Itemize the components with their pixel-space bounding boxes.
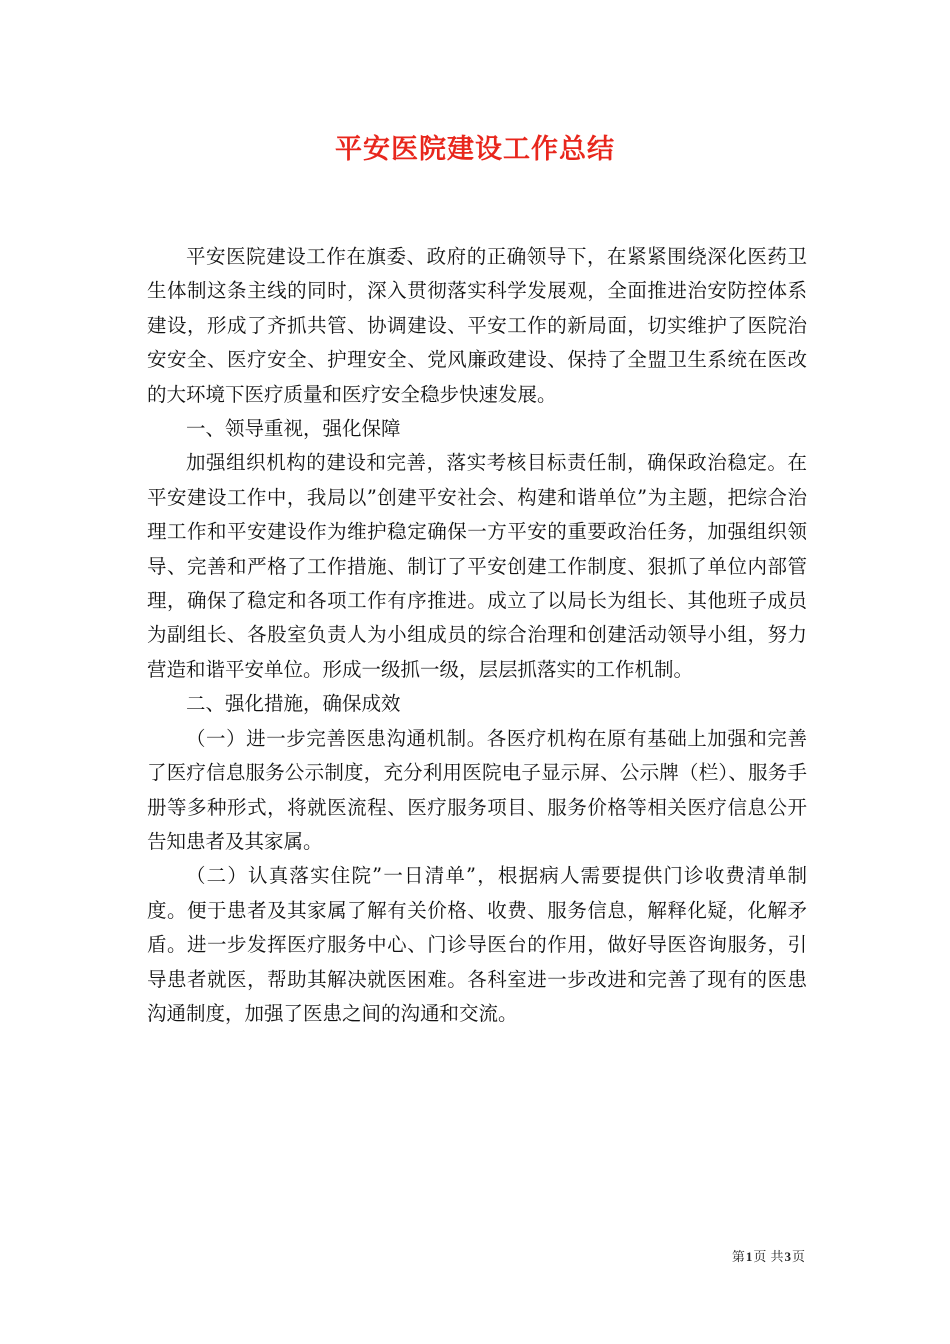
footer-current-page: 1	[745, 1249, 753, 1264]
section-heading-1: 一、领导重视，强化保障	[186, 417, 401, 441]
footer-middle: 页 共	[753, 1250, 784, 1265]
paragraph-item-1: （一）进一步完善医患沟通机制。各医疗机构在原有基础上加强和完善了医疗信息服务公示制度，充分利用医院电子显示屏、公示牌（栏）、服务手册等多种形式，将就医流程、医疗服务项目、服务价格等相关医疗信息公开告知患者及其家属。	[147, 726, 807, 853]
section-heading-2: 二、强化措施，确保成效	[186, 692, 401, 716]
paragraph-section-1: 加强组织机构的建设和完善，落实考核目标责任制，确保政治稳定。在平安建设工作中，我局以”创建平安社会、构建和谐单位”为主题，把综合治理工作和平安建设作为维护稳定确保一方平安的重要政治任务，加强组织领导、完善和严格了工作措施、制订了平安创建工作制度、狠抓了单位内部管理，确保了稳定和各项工作有序推进。成立了以局长为组长、其他班子成员为副组长、各股室负责人为小组成员的综合治理和创建活动领导小组，努力营造和谐平安单位。形成一级抓一级，层层抓落实的工作机制。	[147, 451, 807, 681]
paragraph-item-2: （二）认真落实住院”一日清单”，根据病人需要提供门诊收费清单制度。便于患者及其家属了解有关价格、收费、服务信息，解释化疑，化解矛盾。进一步发挥医疗服务中心、门诊导医台的作用，做好导医咨询服务，引导患者就医，帮助其解决就医困难。各科室进一步改进和完善了现有的医患沟通制度，加强了医患之间的沟通和交流。	[147, 864, 807, 1025]
footer-suffix: 页	[791, 1250, 805, 1265]
footer-total-pages: 3	[784, 1249, 791, 1264]
page-number-footer	[732, 1246, 805, 1265]
footer-prefix: 第	[731, 1250, 745, 1265]
paragraph-intro: 平安医院建设工作在旗委、政府的正确领导下，在紧紧围绕深化医药卫生体制这条主线的同时，深入贯彻落实科学发展观，全面推进治安防控体系建设，形成了齐抓共管、协调建设、平安工作的新局面，切实维护了医院治安安全、医疗安全、护理安全、党风廉政建设、保持了全盟卫生系统在医改的大环境下医疗质量和医疗安全稳步快速发展。	[147, 245, 807, 406]
document-title: 平安医院建设工作总结	[335, 134, 615, 165]
document-body	[147, 240, 807, 1031]
